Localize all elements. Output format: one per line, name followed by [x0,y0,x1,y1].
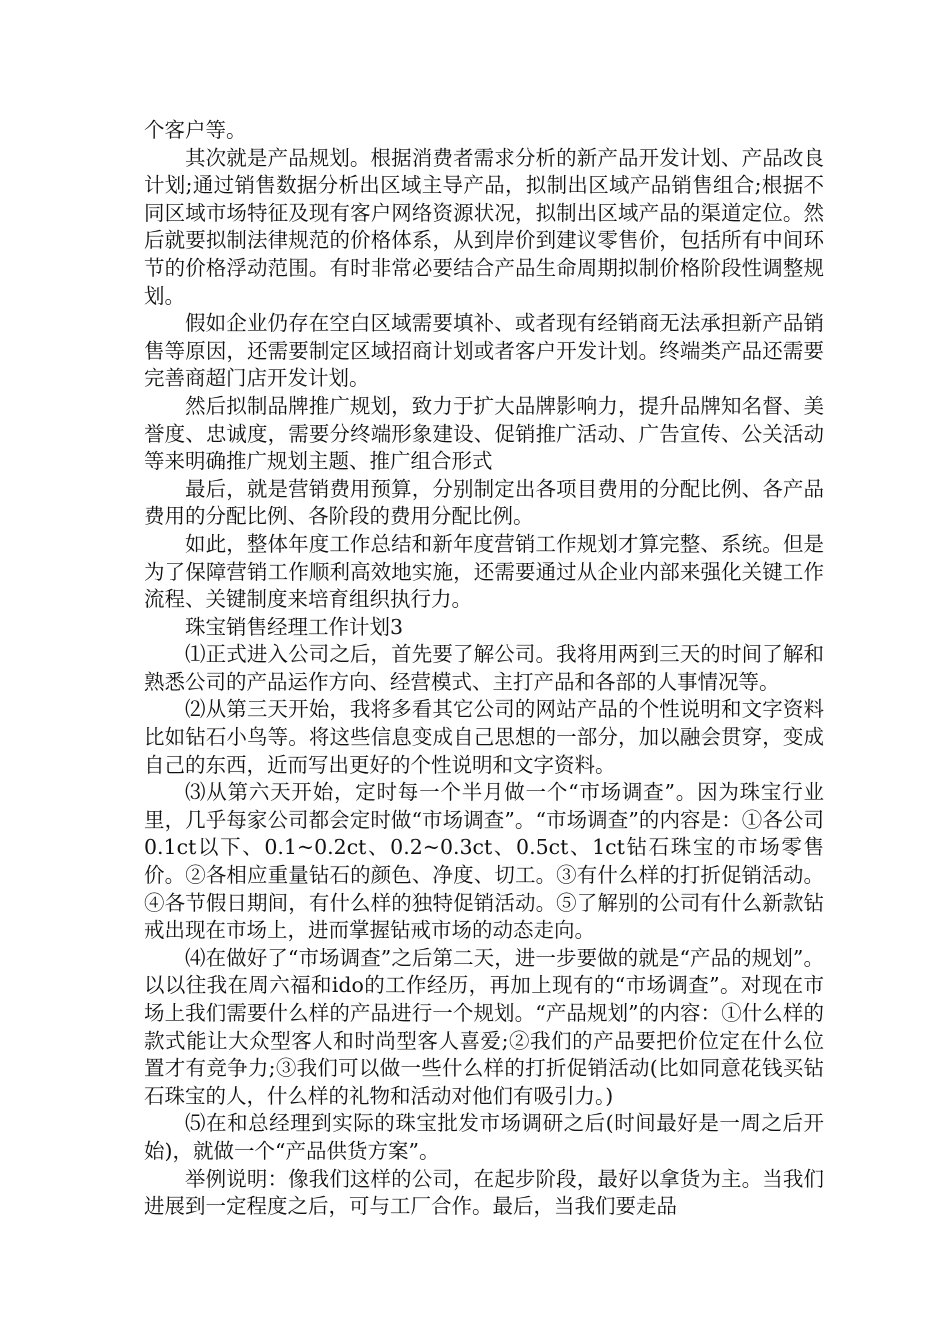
paragraph-2: 其次就是产品规划。根据消费者需求分析的新产品开发计划、产品改良计划;通过销售数据分析出区域主导产品，拟制出区域产品销售组合;根据不同区域市场特征及现有客户网络资源状况，拟制出区域产品的渠道定位。然后就要拟制法律规范的价格体系，从到岸价到建议零售价，包括所有中间环节的价格浮动范围。有时非常必要结合产品生命周期拟制价格阶段性调整规划。 [144,145,824,308]
paragraph-5: 最后，就是营销费用预算，分别制定出各项目费用的分配比例、各产品费用的分配比例、各阶段的费用分配比例。 [144,476,824,529]
paragraph-11: ⑷在做好了“市场调查”之后第二天，进一步要做的就是“产品的规划”。以以往我在周六福和ido的工作经历，再加上现有的“市场调查”。对现在市场上我们需要什么样的产品进行一个规划。“产品规划”的内容：①什么样的款式能让大众型客人和时尚型客人喜爱;②我们的产品要把价位定在什么位置才有竞争力;③我们可以做一些什么样的打折促销活动(比如同意花钱买钻石珠宝的人，什么样的礼物和活动对他们有吸引力。) [144,945,824,1108]
paragraph-8: ⑴正式进入公司之后，首先要了解公司。我将用两到三天的时间了解和熟悉公司的产品运作方向、经营模式、主打产品和各部的人事情况等。 [144,642,824,694]
section-heading: 珠宝销售经理工作计划3 [185,614,404,639]
paragraph-1: 个客户等。 [144,118,247,142]
paragraph-12: ⑸在和总经理到实际的珠宝批发市场调研之后(时间最好是一周之后开始)，就做一个“产品供货方案”。 [144,1111,824,1163]
paragraph-9: ⑵从第三天开始，我将多看其它公司的网站产品的个性说明和文字资料比如钻石小鸟等。将这些信息变成自己思想的一部分，加以融会贯穿，变成自己的东西，近而写出更好的个性说明和文字资料。 [144,697,824,777]
paragraph-4: 然后拟制品牌推广规划，致力于扩大品牌影响力，提升品牌知名督、美誉度、忠诚度，需要分终端形象建设、促销推广活动、广告宣传、公关活动等来明确推广规划主题、推广组合形式 [144,393,824,474]
paragraph-10: ⑶从第六天开始，定时每一个半月做一个“市场调查”。因为珠宝行业里，几乎每家公司都会定时做“市场调查”。“市场调查”的内容是：①各公司0.1ct以下、0.1~0.2ct、0.2~0.3ct、0.5ct、1ct钻石珠宝的市场零售价。②各相应重量钻石的颜色、净度、切工。③有什么样的打折促销活动。④各节假日期间，有什么样的独特促销活动。⑤了解别的公司有什么新款钻戒出现在市场上，进而掌握钻戒市场的动态走向。 [144,780,824,943]
paragraph-6: 如此，整体年度工作总结和新年度营销工作规划才算完整、系统。但是为了保障营销工作顺利高效地实施，还需要通过从企业内部来强化关键工作流程、关键制度来培育组织执行力。 [144,531,824,612]
paragraph-3: 假如企业仍存在空白区域需要填补、或者现有经销商无法承担新产品销售等原因，还需要制定区域招商计划或者客户开发计划。终端类产品还需要完善商超门店开发计划。 [144,311,824,391]
document-page [144,117,824,1221]
paragraph-13: 举例说明：像我们这样的公司，在起步阶段，最好以拿货为主。当我们进展到一定程度之后，可与工厂合作。最后，当我们要走品 [144,1166,824,1219]
